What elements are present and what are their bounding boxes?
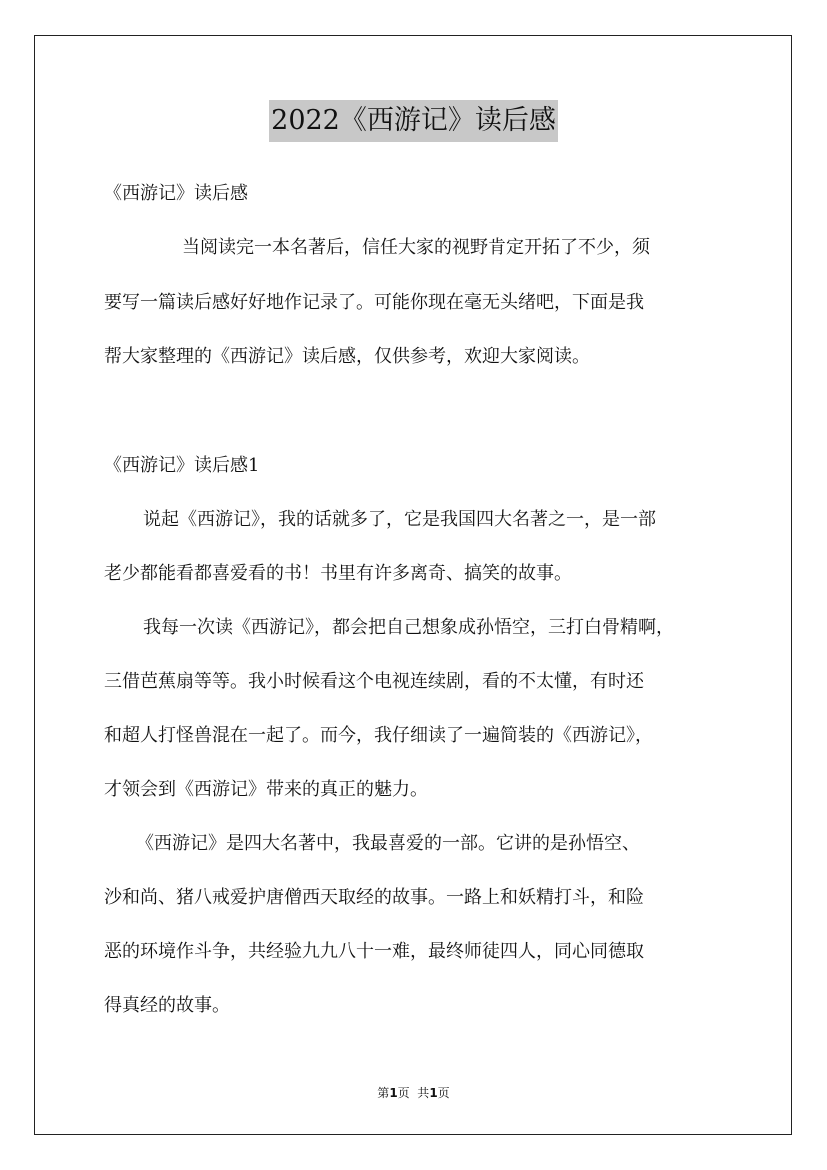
- document-title-wrap: [0, 100, 827, 142]
- footer-page-number: 1: [389, 1086, 398, 1100]
- body-line: 三借芭蕉扇等等。我小时候看这个电视连续剧，看的不太懂，有时还: [104, 671, 644, 692]
- subtitle: 《西游记》读后感: [104, 183, 248, 204]
- body-line: 说起《西游记》，我的话就多了，它是我国四大名著之一，是一部: [143, 509, 656, 530]
- body-line: 得真经的故事。: [104, 995, 230, 1016]
- footer-total-pages: 1: [429, 1086, 438, 1100]
- body-line: 恶的环境作斗争，共经验九九八十一难，最终师徒四人，同心同德取: [104, 941, 644, 962]
- intro-line: 当阅读完一本名著后，信任大家的视野肯定开拓了不少，须: [182, 237, 650, 258]
- body-line: 才领会到《西游记》带来的真正的魅力。: [104, 779, 428, 800]
- intro-line: 要写一篇读后感好好地作记录了。可能你现在毫无头绪吧，下面是我: [104, 292, 644, 313]
- page-footer: [0, 1084, 827, 1101]
- body-line: 《西游记》是四大名著中，我最喜爱的一部。它讲的是孙悟空、: [136, 833, 640, 854]
- document-title: 2022《西游记》读后感: [269, 100, 558, 142]
- body-line: 和超人打怪兽混在一起了。而今，我仔细读了一遍简装的《西游记》，: [104, 725, 653, 746]
- body-line: 老少都能看都喜爱看的书！书里有许多离奇、搞笑的故事。: [104, 563, 572, 584]
- body-line: 沙和尚、猪八戒爱护唐僧西天取经的故事。一路上和妖精打斗，和险: [104, 887, 644, 908]
- footer-middle: 页 共: [397, 1086, 430, 1100]
- section-heading: 《西游记》读后感1: [104, 455, 260, 476]
- footer-prefix: 第: [377, 1086, 390, 1100]
- intro-line: 帮大家整理的《西游记》读后感，仅供参考，欢迎大家阅读。: [104, 346, 590, 367]
- body-line: 我每一次读《西游记》，都会把自己想象成孙悟空，三打白骨精啊，: [143, 617, 674, 638]
- footer-suffix: 页: [437, 1086, 450, 1100]
